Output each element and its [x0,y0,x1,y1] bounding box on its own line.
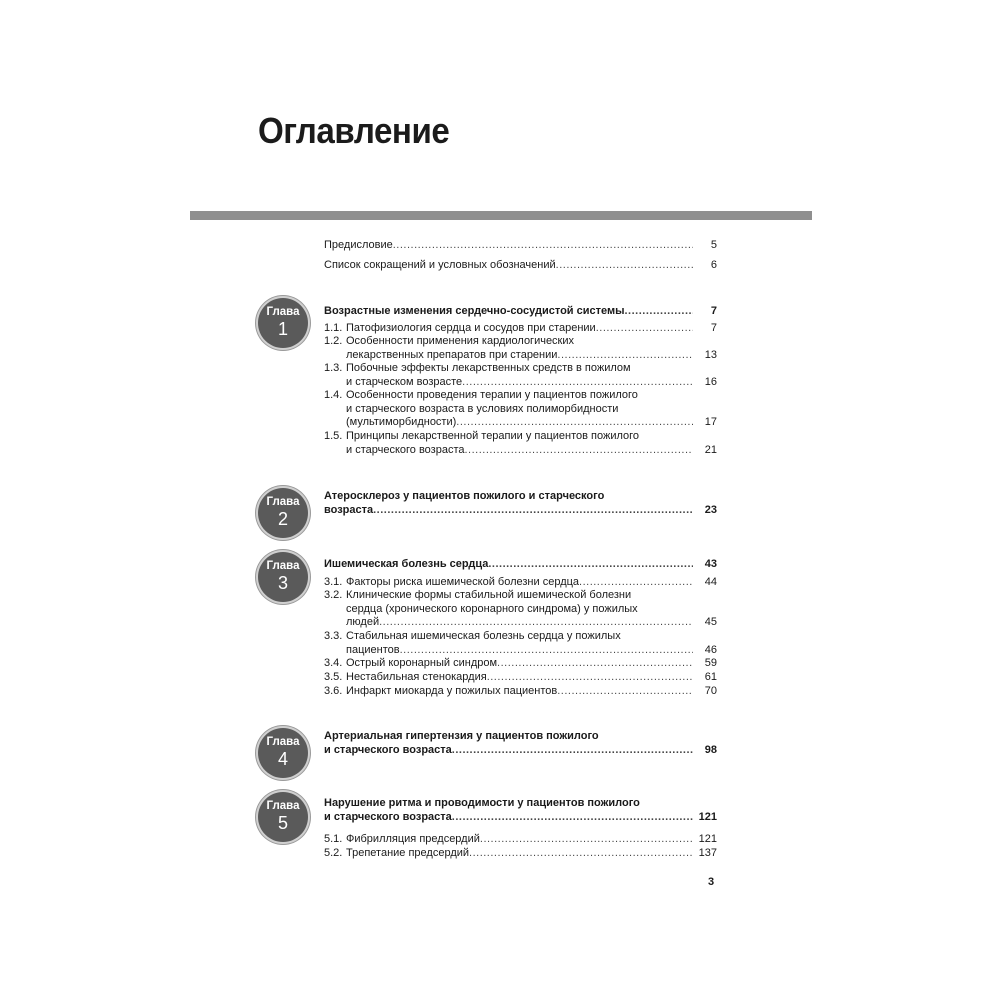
leader-dots [480,833,693,847]
toc-page-number: 61 [704,671,717,683]
toc-page-number: 70 [704,685,717,697]
toc-section-3-4[interactable] [324,657,717,671]
chapter-badge-label: Глава [266,800,300,812]
toc-page-number: 7 [710,305,717,317]
toc-entry-text: Принципы лекарственной терапии у пациентов пожилого [346,430,640,442]
leader-dots [393,239,693,253]
leader-dots [579,576,693,590]
section-number: 1.4. [324,389,343,401]
toc-entry-text-cont: и старческого возраста [324,743,452,756]
leader-dots [452,811,693,825]
toc-section-5-2[interactable] [324,847,717,861]
toc-page-number: 137 [698,847,717,859]
toc-entry-text-cont: пациентов [346,643,400,656]
toc-section-3-2[interactable] [324,589,717,630]
toc-entry-text: Список сокращений и условных обозначений [324,259,556,271]
chapter-badge-5 [258,792,308,842]
section-number: 3.6. [324,685,343,697]
toc-section-1-1[interactable] [324,322,717,336]
leader-dots [462,376,693,390]
section-number: 5.2. [324,847,343,859]
toc-section-5-1[interactable] [324,833,717,847]
section-number: 5.1. [324,833,343,845]
toc-chapter-1-title[interactable] [324,305,717,319]
toc-entry-text: Трепетание предсердий [346,847,470,859]
toc-page-number: 7 [710,322,717,334]
leader-dots [456,416,693,430]
toc-chapter-4-title[interactable] [324,730,717,757]
toc-entry-text-cont: и старческом возрасте [346,375,463,388]
toc-chapter-5-title[interactable] [324,797,717,824]
toc-page-number: 43 [704,558,717,570]
toc-section-3-1[interactable] [324,576,717,590]
toc-entry-text: Нестабильная стенокардия [346,671,487,683]
leader-dots [488,558,693,572]
toc-entry-text: Клинические формы стабильной ишемической болезни [346,589,632,601]
toc-page-number: 21 [704,443,717,456]
toc-entry-text-cont: возраста [324,503,374,516]
toc-entry-text: Факторы риска ишемической болезни сердца [346,576,580,588]
chapter-badge-3 [258,552,308,602]
chapter-badge-label: Глава [266,736,300,748]
toc-page-number: 121 [698,810,717,823]
toc-page-number: 46 [704,643,717,656]
toc-entry-text: Инфаркт миокарда у пожилых пациентов [346,685,558,697]
section-number: 1.3. [324,362,343,374]
leader-dots [497,657,693,671]
leader-dots [373,504,693,518]
toc-page-number: 16 [704,375,717,388]
toc-entry-text-cont: сердца (хронического коронарного синдрома) у пожилых [346,602,638,615]
toc-entry-text: Атеросклероз у пациентов пожилого и старческого [324,490,605,502]
toc-entry-text-cont: и старческого возраста [346,443,465,456]
toc-section-1-5[interactable] [324,430,717,457]
toc-entry-text: Возрастные изменения сердечно-сосудистой системы [324,305,625,317]
leader-dots [487,671,693,685]
toc-section-1-3[interactable] [324,362,717,389]
leader-dots [625,305,694,319]
section-number: 3.4. [324,657,343,669]
chapter-badge-number: 3 [277,573,288,593]
toc-section-1-4[interactable] [324,389,717,430]
toc-page-number: 45 [704,616,717,629]
leader-dots [464,444,693,458]
toc-entry-text: Особенности применения кардиологических [346,335,575,347]
toc-page-number: 5 [710,239,717,251]
leader-dots [596,322,693,336]
toc-section-1-2[interactable] [324,335,717,362]
toc-entry-text: Ишемическая болезнь сердца [324,558,489,570]
leader-dots [469,847,693,861]
toc-entry-text-cont: лекарственных препаратов при старении [346,348,558,361]
section-number: 3.2. [324,589,343,601]
toc-page-number: 44 [704,576,717,588]
toc-entry-text: Фибрилляция предсердий [346,833,480,845]
toc-entry-text: Стабильная ишемическая болезнь сердца у пожилых [346,630,621,642]
toc-entry-text: Побочные эффекты лекарственных средств в пожилом [346,362,631,374]
section-number: 1.1. [324,322,343,334]
toc-page-number: 17 [704,416,717,429]
toc-section-3-6[interactable] [324,685,717,699]
toc-page-number: 13 [704,348,717,361]
toc-section-3-5[interactable] [324,671,717,685]
toc-entry-text: Нарушение ритма и проводимости у пациентов пожилого [324,797,640,809]
chapter-badge-label: Глава [266,560,300,572]
toc-entry-text: Особенности проведения терапии у пациентов пожилого [346,389,638,401]
leader-dots [400,644,693,658]
page-number: 3 [708,876,715,888]
leader-dots [556,259,693,273]
leader-dots [379,616,693,630]
toc-entry-text-cont: людей [346,616,380,629]
toc-chapter-2-title[interactable] [324,490,717,517]
section-number: 3.5. [324,671,343,683]
leader-dots [557,349,693,363]
toc-entry-text: Артериальная гипертензия у пациентов пожилого [324,730,599,742]
toc-page-number: 6 [710,259,717,271]
chapter-badge-number: 5 [277,813,288,833]
section-number: 3.1. [324,576,343,588]
section-number: 1.2. [324,335,343,347]
page-title: Оглавление [258,110,450,151]
toc-entry-text-cont: и старческого возраста в условиях полиморбидности [346,402,619,415]
toc-entry-text-cont: (мультиморбидности) [346,416,457,429]
toc-page-number: 98 [704,743,717,756]
leader-dots [557,685,693,699]
chapter-badge-2 [258,488,308,538]
toc-entry-abbreviations[interactable] [324,259,717,273]
toc-page-number: 59 [704,657,717,669]
title-divider [190,211,812,220]
toc-page-number: 23 [704,503,717,516]
chapter-badge-1 [258,298,308,348]
section-number: 1.5. [324,430,343,442]
toc-entry-preface[interactable] [324,239,717,253]
chapter-badge-number: 2 [277,509,288,529]
chapter-badge-number: 1 [277,319,288,339]
leader-dots [452,744,693,758]
toc-entry-text: Предисловие [324,239,393,251]
section-number: 3.3. [324,630,343,642]
chapter-badge-label: Глава [266,306,300,318]
toc-section-3-3[interactable] [324,630,717,657]
toc-entry-text: Патофизиология сердца и сосудов при старении [346,322,596,334]
chapter-badge-label: Глава [266,496,300,508]
toc-chapter-3-title[interactable] [324,558,717,572]
chapter-badge-4 [258,728,308,778]
toc-page-number: 121 [698,833,717,845]
toc-entry-text: Острый коронарный синдром [346,657,498,669]
chapter-badge-number: 4 [277,749,288,769]
toc-entry-text-cont: и старческого возраста [324,810,452,823]
